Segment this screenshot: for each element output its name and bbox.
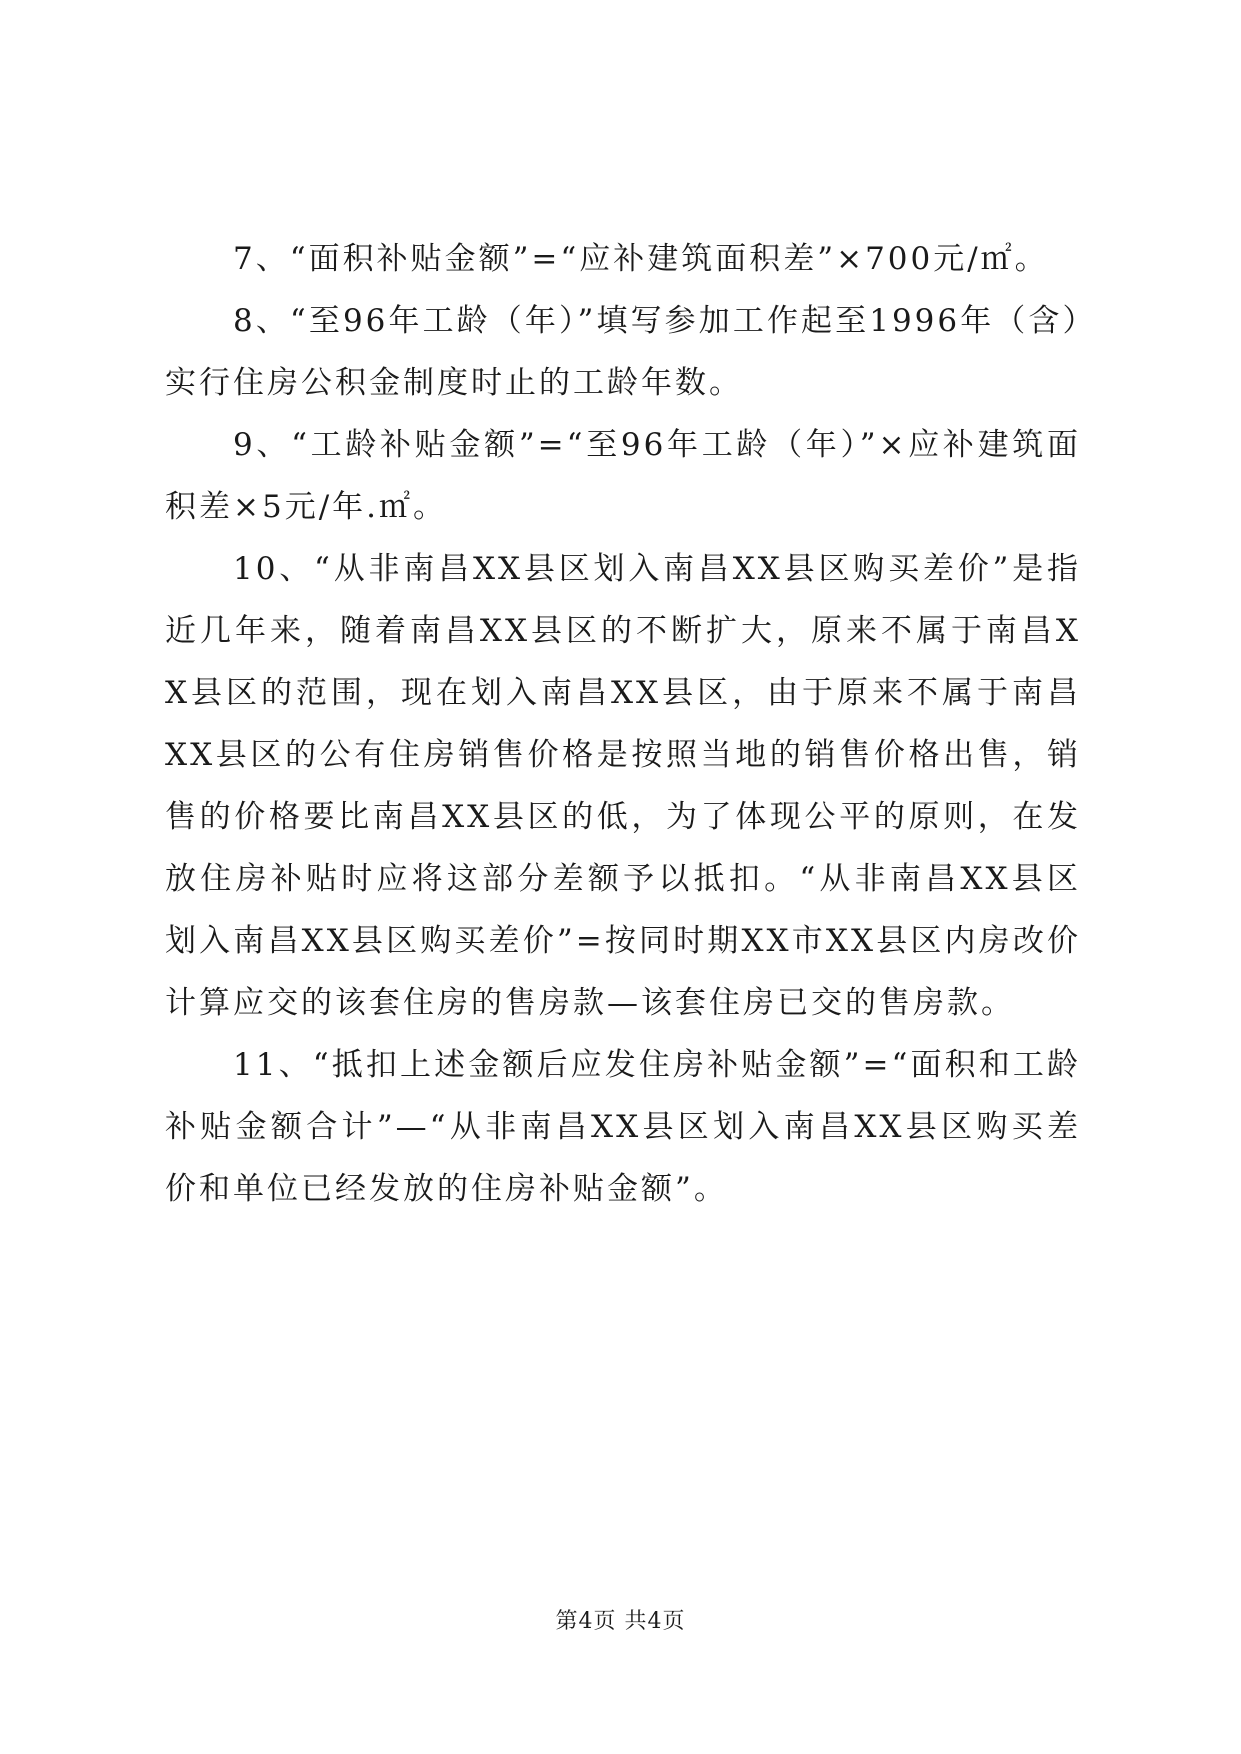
paragraph-item-8: 8、“至96年工龄（年）”填写参加工作起至1996年（含）实行住房公积金制度时止的工龄年数。 (165, 303, 1081, 401)
document-body (165, 228, 1081, 1220)
page-number-footer: 第4页 共4页 (555, 1609, 686, 1634)
paragraph-item-7: 7、“面积补贴金额”=“应补建筑面积差”×700元/㎡。 (233, 241, 1049, 277)
paragraph-item-11: 11、“抵扣上述金额后应发住房补贴金额”=“面积和工龄补贴金额合计”—“从非南昌XX县区划入南昌XX县区购买差价和单位已经发放的住房补贴金额”。 (165, 1047, 1081, 1207)
paragraph-item-9: 9、“工龄补贴金额”=“至96年工龄（年）”×应补建筑面积差×5元/年.㎡。 (165, 427, 1081, 525)
paragraph-item-10: 10、“从非南昌XX县区划入南昌XX县区购买差价”是指近几年来，随着南昌XX县区的不断扩大，原来不属于南昌XX县区的范围，现在划入南昌XX县区，由于原来不属于南昌XX县区的公有住房销售价格是按照当地的销售价格出售，销售的价格要比南昌XX县区的低，为了体现公平的原则，在发放住房补贴时应将这部分差额予以抵扣。“从非南昌XX县区划入南昌XX县区购买差价”=按同时期XX市XX县区内房改价计算应交的该套住房的售房款—该套住房已交的售房款。 (165, 551, 1081, 1021)
